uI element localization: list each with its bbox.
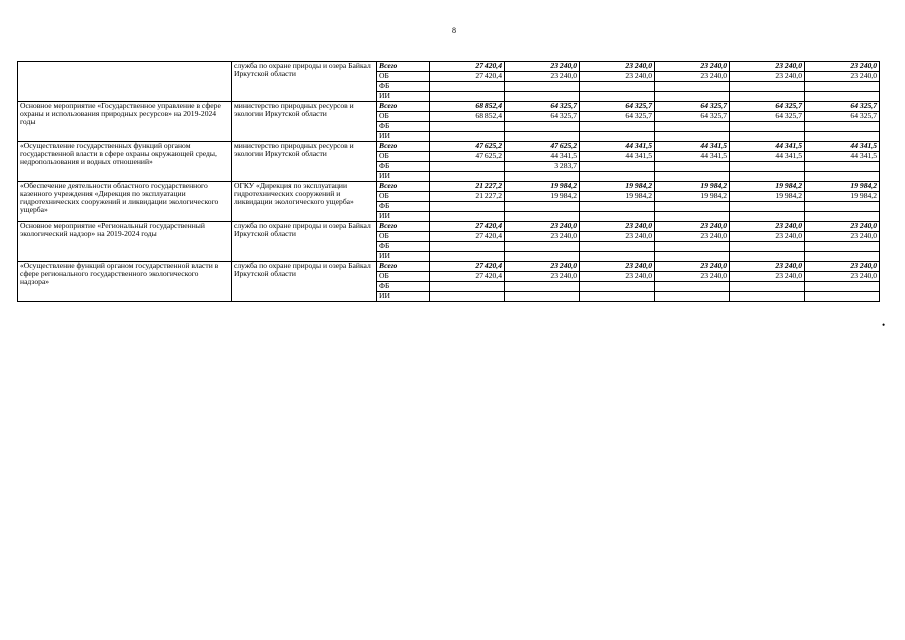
funding-source-cell: ОБ: [377, 192, 430, 202]
amount-cell: 23 240,0: [730, 72, 805, 82]
amount-cell: 44 341,5: [580, 152, 655, 162]
amount-cell: [505, 172, 580, 182]
funding-source-cell: ИИ: [377, 172, 430, 182]
amount-cell: [655, 132, 730, 142]
amount-cell: 23 240,0: [805, 232, 880, 242]
activity-name-cell: «Осуществление функций органом государственной власти в сфере регионального государственного экологического надзора»: [18, 262, 232, 302]
amount-cell: [580, 292, 655, 302]
amount-cell: [805, 82, 880, 92]
amount-cell: 64 325,7: [505, 112, 580, 122]
table-row: [18, 262, 880, 272]
amount-cell: [505, 132, 580, 142]
amount-cell: [730, 122, 805, 132]
funding-source-cell: Всего: [377, 142, 430, 152]
amount-cell: 27 420,4: [430, 222, 505, 232]
amount-cell: [430, 292, 505, 302]
table-row: [18, 182, 880, 192]
amount-cell: 44 341,5: [655, 142, 730, 152]
budget-table: [17, 61, 880, 302]
amount-cell: 27 420,4: [430, 262, 505, 272]
amount-cell: 19 984,2: [730, 182, 805, 192]
amount-cell: [805, 162, 880, 172]
amount-cell: [430, 282, 505, 292]
margin-mark: •: [882, 320, 886, 330]
amount-cell: [505, 202, 580, 212]
funding-source-cell: Всего: [377, 222, 430, 232]
amount-cell: 23 240,0: [580, 222, 655, 232]
amount-cell: [580, 212, 655, 222]
funding-source-cell: ФБ: [377, 82, 430, 92]
amount-cell: 44 341,5: [580, 142, 655, 152]
amount-cell: [430, 162, 505, 172]
amount-cell: [805, 292, 880, 302]
amount-cell: [580, 82, 655, 92]
funding-source-cell: ОБ: [377, 112, 430, 122]
amount-cell: 23 240,0: [655, 222, 730, 232]
amount-cell: [730, 292, 805, 302]
amount-cell: [430, 82, 505, 92]
amount-cell: [430, 132, 505, 142]
activity-name-cell: Основное мероприятие «Региональный государственный экологический надзор» на 2019-2024 годы: [18, 222, 232, 262]
amount-cell: 23 240,0: [505, 232, 580, 242]
amount-cell: [805, 202, 880, 212]
amount-cell: 27 420,4: [430, 232, 505, 242]
amount-cell: [730, 132, 805, 142]
activity-name-cell: [18, 62, 232, 102]
funding-source-cell: ИИ: [377, 212, 430, 222]
amount-cell: [655, 282, 730, 292]
amount-cell: 23 240,0: [505, 72, 580, 82]
amount-cell: [430, 172, 505, 182]
amount-cell: 64 325,7: [580, 102, 655, 112]
amount-cell: 23 240,0: [805, 272, 880, 282]
amount-cell: 19 984,2: [580, 192, 655, 202]
amount-cell: 23 240,0: [655, 72, 730, 82]
amount-cell: [655, 172, 730, 182]
amount-cell: 68 852,4: [430, 112, 505, 122]
amount-cell: 21 227,2: [430, 182, 505, 192]
amount-cell: [655, 122, 730, 132]
amount-cell: 23 240,0: [730, 262, 805, 272]
funding-source-cell: ФБ: [377, 122, 430, 132]
amount-cell: [430, 242, 505, 252]
amount-cell: 64 325,7: [730, 102, 805, 112]
amount-cell: 27 420,4: [430, 72, 505, 82]
amount-cell: [430, 252, 505, 262]
funding-source-cell: Всего: [377, 102, 430, 112]
table-row: [18, 102, 880, 112]
amount-cell: 19 984,2: [505, 182, 580, 192]
amount-cell: [655, 252, 730, 262]
amount-cell: [730, 172, 805, 182]
amount-cell: 19 984,2: [505, 192, 580, 202]
amount-cell: [730, 202, 805, 212]
amount-cell: [730, 82, 805, 92]
amount-cell: [655, 212, 730, 222]
amount-cell: [580, 132, 655, 142]
table-row: [18, 62, 880, 72]
amount-cell: 23 240,0: [580, 62, 655, 72]
amount-cell: 23 240,0: [580, 232, 655, 242]
funding-source-cell: ФБ: [377, 242, 430, 252]
amount-cell: [655, 92, 730, 102]
activity-name-cell: «Осуществление государственных функций органом государственной власти в сфере охраны окружающей среды, недропользования и водных отношений»: [18, 142, 232, 182]
amount-cell: 64 325,7: [805, 102, 880, 112]
funding-source-cell: ОБ: [377, 152, 430, 162]
amount-cell: 23 240,0: [580, 262, 655, 272]
amount-cell: [730, 212, 805, 222]
funding-source-cell: ИИ: [377, 132, 430, 142]
amount-cell: 44 341,5: [730, 152, 805, 162]
table-row: [18, 222, 880, 232]
amount-cell: [655, 202, 730, 212]
funding-source-cell: ИИ: [377, 92, 430, 102]
amount-cell: [805, 132, 880, 142]
amount-cell: [430, 122, 505, 132]
amount-cell: 19 984,2: [730, 192, 805, 202]
amount-cell: 64 325,7: [655, 112, 730, 122]
activity-name-cell: Основное мероприятие «Государственное управление в сфере охраны и использования природных ресурсов» на 2019-2024 годы: [18, 102, 232, 142]
amount-cell: 23 240,0: [505, 262, 580, 272]
amount-cell: 23 240,0: [805, 72, 880, 82]
amount-cell: 23 240,0: [655, 262, 730, 272]
amount-cell: 23 240,0: [580, 72, 655, 82]
amount-cell: 47 625,2: [430, 152, 505, 162]
funding-source-cell: ОБ: [377, 272, 430, 282]
amount-cell: [580, 282, 655, 292]
amount-cell: 44 341,5: [805, 152, 880, 162]
amount-cell: [805, 172, 880, 182]
amount-cell: 27 420,4: [430, 272, 505, 282]
page-number: 8: [452, 26, 456, 35]
amount-cell: [580, 172, 655, 182]
table-row: [18, 142, 880, 152]
funding-source-cell: ФБ: [377, 162, 430, 172]
amount-cell: 64 325,7: [580, 112, 655, 122]
amount-cell: [805, 282, 880, 292]
amount-cell: 23 240,0: [730, 232, 805, 242]
amount-cell: 19 984,2: [805, 182, 880, 192]
amount-cell: 19 984,2: [805, 192, 880, 202]
amount-cell: 23 240,0: [505, 272, 580, 282]
amount-cell: [580, 202, 655, 212]
amount-cell: [805, 212, 880, 222]
amount-cell: [730, 242, 805, 252]
amount-cell: [505, 92, 580, 102]
amount-cell: 47 625,2: [505, 142, 580, 152]
funding-source-cell: ФБ: [377, 282, 430, 292]
executor-cell: служба по охране природы и озера Байкал Иркутской области: [232, 62, 377, 102]
amount-cell: [505, 282, 580, 292]
executor-cell: министерство природных ресурсов и экологии Иркутской области: [232, 142, 377, 182]
amount-cell: 44 341,5: [505, 152, 580, 162]
executor-cell: ОГКУ «Дирекция по эксплуатации гидротехнических сооружений и ликвидации экологического ущерба»: [232, 182, 377, 222]
amount-cell: 64 325,7: [730, 112, 805, 122]
amount-cell: [430, 202, 505, 212]
executor-cell: министерство природных ресурсов и экологии Иркутской области: [232, 102, 377, 142]
executor-cell: служба по охране природы и озера Байкал Иркутской области: [232, 262, 377, 302]
amount-cell: 23 240,0: [805, 222, 880, 232]
amount-cell: [505, 292, 580, 302]
amount-cell: 47 625,2: [430, 142, 505, 152]
amount-cell: 44 341,5: [655, 152, 730, 162]
funding-source-cell: ИИ: [377, 292, 430, 302]
amount-cell: [730, 92, 805, 102]
amount-cell: 44 341,5: [730, 142, 805, 152]
funding-source-cell: Всего: [377, 182, 430, 192]
amount-cell: [505, 122, 580, 132]
amount-cell: [505, 212, 580, 222]
amount-cell: 23 240,0: [730, 62, 805, 72]
amount-cell: [655, 242, 730, 252]
amount-cell: 23 240,0: [805, 62, 880, 72]
executor-cell: служба по охране природы и озера Байкал Иркутской области: [232, 222, 377, 262]
amount-cell: 23 240,0: [655, 62, 730, 72]
amount-cell: 23 240,0: [655, 232, 730, 242]
amount-cell: [505, 82, 580, 92]
amount-cell: 64 325,7: [805, 112, 880, 122]
amount-cell: 23 240,0: [505, 62, 580, 72]
amount-cell: 68 852,4: [430, 102, 505, 112]
amount-cell: [655, 162, 730, 172]
activity-name-cell: «Обеспечение деятельности областного государственного казенного учреждения «Дирекция по эксплуатации гидротехнических сооружений и ликвидации экологического ущерба»: [18, 182, 232, 222]
amount-cell: [805, 122, 880, 132]
amount-cell: 19 984,2: [655, 192, 730, 202]
amount-cell: 23 240,0: [655, 272, 730, 282]
amount-cell: 64 325,7: [655, 102, 730, 112]
amount-cell: [505, 242, 580, 252]
amount-cell: [730, 282, 805, 292]
amount-cell: 23 240,0: [505, 222, 580, 232]
amount-cell: 64 325,7: [505, 102, 580, 112]
amount-cell: [430, 212, 505, 222]
amount-cell: [580, 122, 655, 132]
amount-cell: [805, 242, 880, 252]
funding-source-cell: ОБ: [377, 72, 430, 82]
amount-cell: [805, 252, 880, 262]
amount-cell: 19 984,2: [580, 182, 655, 192]
amount-cell: [580, 252, 655, 262]
amount-cell: [805, 92, 880, 102]
funding-source-cell: Всего: [377, 262, 430, 272]
funding-source-cell: Всего: [377, 62, 430, 72]
amount-cell: 21 227,2: [430, 192, 505, 202]
amount-cell: [430, 92, 505, 102]
amount-cell: [580, 92, 655, 102]
funding-source-cell: ИИ: [377, 252, 430, 262]
funding-source-cell: ФБ: [377, 202, 430, 212]
amount-cell: 3 283,7: [505, 162, 580, 172]
amount-cell: 19 984,2: [655, 182, 730, 192]
amount-cell: [730, 252, 805, 262]
amount-cell: [580, 162, 655, 172]
amount-cell: [505, 252, 580, 262]
amount-cell: 23 240,0: [805, 262, 880, 272]
amount-cell: 23 240,0: [730, 222, 805, 232]
amount-cell: [655, 292, 730, 302]
amount-cell: [655, 82, 730, 92]
funding-source-cell: ОБ: [377, 232, 430, 242]
amount-cell: 23 240,0: [730, 272, 805, 282]
amount-cell: 27 420,4: [430, 62, 505, 72]
amount-cell: 44 341,5: [805, 142, 880, 152]
table-body: [18, 62, 880, 302]
amount-cell: [580, 242, 655, 252]
amount-cell: 23 240,0: [580, 272, 655, 282]
amount-cell: [730, 162, 805, 172]
